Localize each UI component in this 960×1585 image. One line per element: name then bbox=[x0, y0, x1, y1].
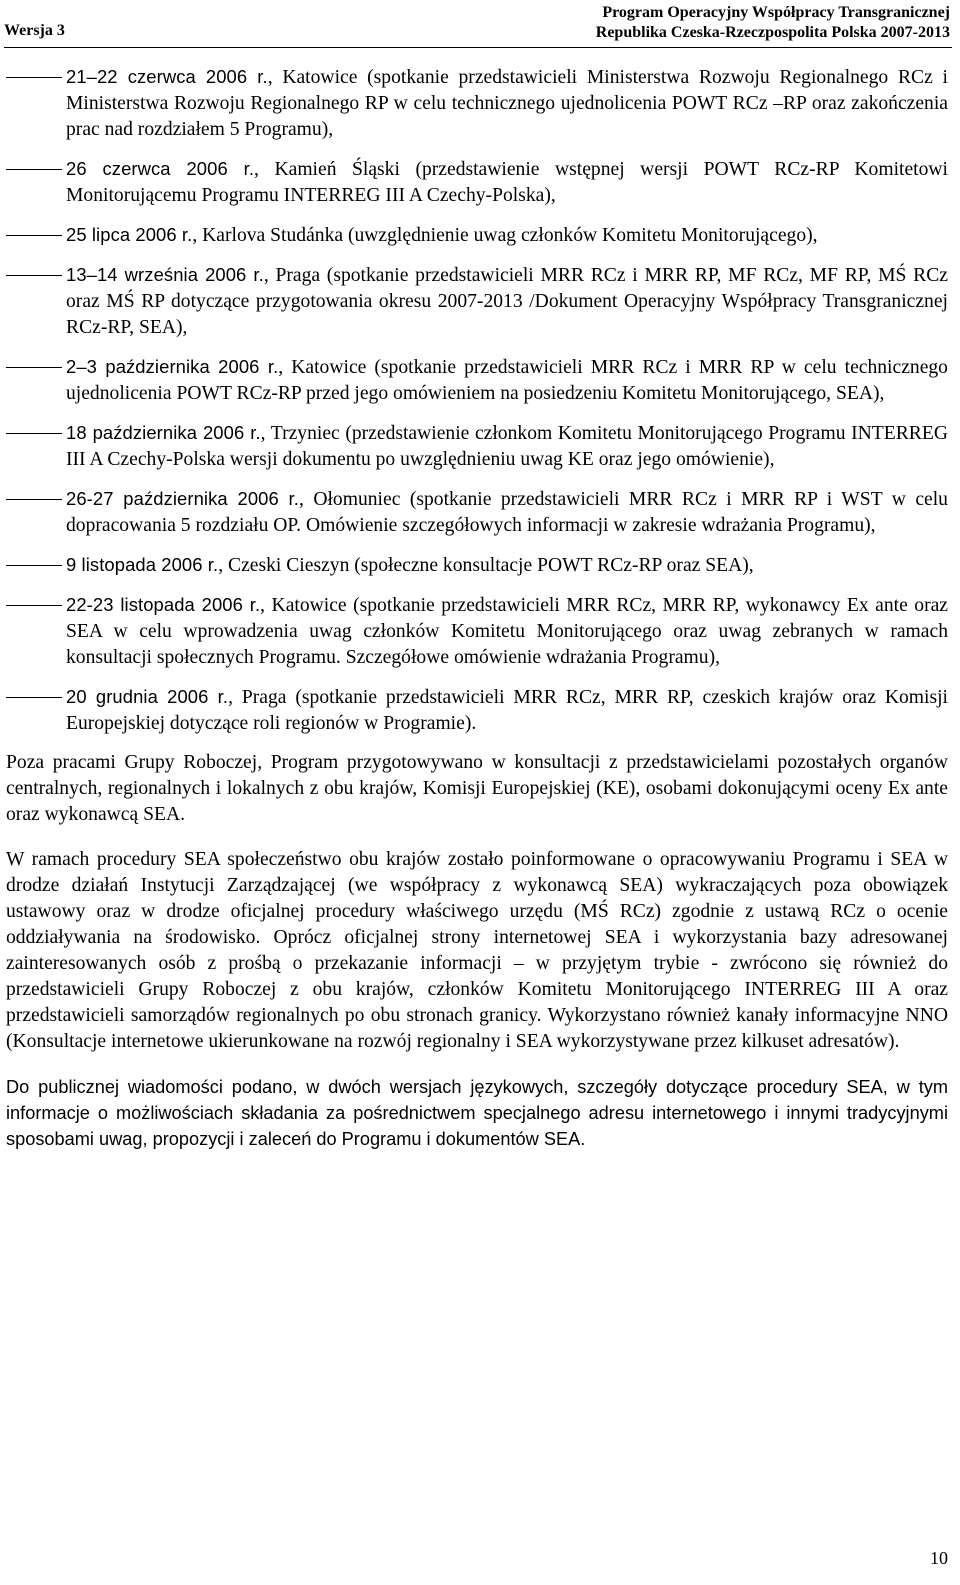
list-item bbox=[6, 592, 948, 671]
program-title-line1: Program Operacyjny Współpracy Transgranicznej bbox=[602, 4, 950, 21]
program-title-line2: Republika Czeska-Rzeczpospolita Polska 2007-2013 bbox=[595, 24, 950, 41]
meeting-list bbox=[6, 64, 948, 737]
list-item bbox=[6, 222, 948, 249]
meeting-description: , Karlova Studánka (uwzględnienie uwag członków Komitetu Monitorującego), bbox=[192, 225, 818, 246]
list-item bbox=[6, 64, 948, 143]
list-item bbox=[6, 354, 948, 407]
list-item bbox=[6, 420, 948, 473]
meeting-date: 21–22 czerwca 2006 r. bbox=[66, 66, 268, 87]
meeting-date: 2–3 października 2006 r. bbox=[66, 356, 279, 377]
body-paragraph-consultation: Poza pracami Grupy Roboczej, Program przygotowywano w konsultacji z przedstawicielami pozostałych organów centralnych, regionalnych i lokalnych z obu krajów, Komisji Europejskiej (KE), osobami dokonującymi oceny Ex ante oraz wykonawcą SEA. bbox=[6, 752, 948, 825]
meeting-date: 20 grudnia 2006 r. bbox=[66, 686, 229, 707]
list-item bbox=[6, 156, 948, 209]
body-paragraph-sea-procedure: W ramach procedury SEA społeczeństwo obu krajów zostało poinformowane o opracowywaniu Programu i SEA w drodze działań Instytucji Zarządzającej (we współpracy z wykonawcą SEA) wykraczających poza obowiązek ustawowy oraz w drodze oficjalnej procedury właściwego urzędu (MŚ RCz) zgodnie z ustawą RCz o ocenie oddziaływania na środowisko. Oprócz oficjalnej strony internetowej SEA i wykorzystania bazy adresowanej zainteresowanych osób z prośbą o przekazanie informacji – w przyjętym trybie - zwrócono się również do przedstawicieli Grupy Roboczej z obu krajów, członków Komitetu Monitorującego INTERREG III A oraz przedstawicieli samorządów regionalnych po obu stronach granicy. Wykorzystano również kanały informacyjne NNO (Konsultacje internetowe ukierunkowane na rozwój regionalny i SEA wykorzystywane przez kilkuset adresatów). bbox=[6, 849, 948, 1052]
meeting-description: , Trzyniec (przedstawienie członkom Komitetu Monitorującego Programu INTERREG III A Czechy-Polska wersji dokumentu po uwzględnieniu uwag KE oraz jego omówienie), bbox=[66, 423, 948, 470]
document-version: Wersja 3 bbox=[4, 22, 65, 39]
list-item bbox=[6, 262, 948, 341]
meeting-date: 18 października 2006 r. bbox=[66, 422, 261, 443]
header-rule bbox=[4, 47, 952, 48]
page-body bbox=[6, 64, 948, 1171]
meeting-description: , Ołomuniec (spotkanie przedstawicieli MRR RCz i MRR RP i WST w celu dopracowania 5 rozdziału OP. Omówienie szczegółowych informacji w zakresie wdrażania Programu), bbox=[66, 489, 948, 536]
meeting-description: , Praga (spotkanie przedstawicieli MRR RCz, MRR RP, czeskich krajów oraz Komisji Europejskiej dotyczące roli regionów w Programie). bbox=[66, 687, 948, 734]
meeting-description: , Katowice (spotkanie przedstawicieli MRR RCz, MRR RP, wykonawcy Ex ante oraz SEA w celu wprowadzenia uwag członków Komitetu Monitorującego oraz uwag zebranych w ramach konsultacji społecznych Programu. Szczegółowe omówienie wdrażania Programu), bbox=[66, 595, 948, 668]
meeting-description: , Czeski Cieszyn (społeczne konsultacje POWT RCz-RP oraz SEA), bbox=[218, 555, 754, 576]
meeting-date: 26-27 października 2006 r. bbox=[66, 488, 299, 509]
list-item bbox=[6, 486, 948, 539]
meeting-description: , Praga (spotkanie przedstawicieli MRR RCz i MRR RP, MF RCz, MF RP, MŚ RCz oraz MŚ RP dotyczące przygotowania okresu 2007-2013 /Dokument Operacyjny Współpracy Transgranicznej RCz-RP, SEA), bbox=[66, 265, 948, 338]
body-paragraph-public-notice: Do publicznej wiadomości podano, w dwóch wersjach językowych, szczegóły dotyczące procedury SEA, w tym informacje o możliwościach składania za pośrednictwem specjalnego adresu internetowego i innymi tradycyjnymi sposobami uwag, propozycji i zaleceń do Programu i dokumentów SEA. bbox=[6, 1077, 948, 1149]
meeting-description: , Kamień Śląski (przedstawienie wstępnej wersji POWT RCz-RP Komitetowi Monitorującemu Programu INTERREG III A Czechy-Polska), bbox=[66, 159, 948, 206]
meeting-description: , Katowice (spotkanie przedstawicieli MRR RCz i MRR RP w celu technicznego ujednolicenia POWT RCz-RP przed jego omówieniem na posiedzeniu Komitetu Monitorującego, SEA), bbox=[66, 357, 948, 404]
meeting-date: 9 listopada 2006 r. bbox=[66, 554, 219, 575]
meeting-date: 13–14 września 2006 r. bbox=[66, 264, 264, 285]
meeting-description: , Katowice (spotkanie przedstawicieli Ministerstwa Rozwoju Regionalnego RCz i Ministerstwa Rozwoju Regionalnego RP w celu technicznego ujednolicenia POWT RCz –RP oraz zakończenia prac nad rozdziałem 5 Programu), bbox=[66, 67, 948, 140]
list-item bbox=[6, 684, 948, 737]
program-title bbox=[596, 3, 950, 43]
list-item bbox=[6, 552, 948, 579]
meeting-date: 26 czerwca 2006 r. bbox=[66, 158, 255, 179]
meeting-date: 22-23 listopada 2006 r. bbox=[66, 594, 261, 615]
meeting-date: 25 lipca 2006 r. bbox=[66, 224, 193, 245]
page-header bbox=[0, 0, 960, 48]
page-number: 10 bbox=[930, 1548, 948, 1568]
